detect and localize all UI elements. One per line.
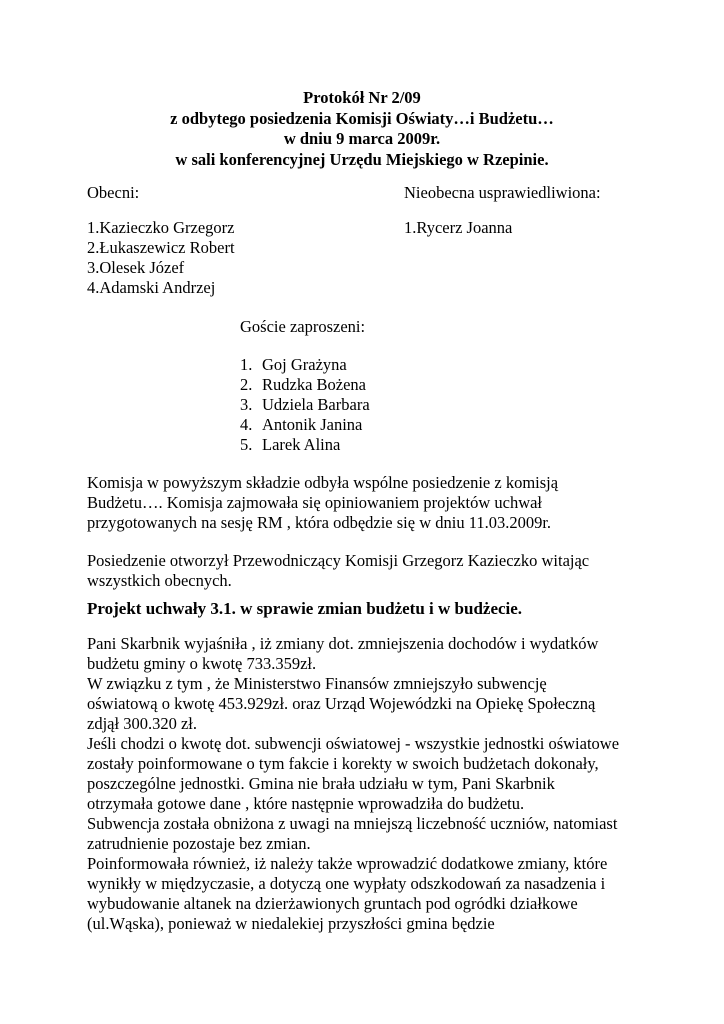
paragraph-meeting-summary: Komisja w powyższym składzie odbyła wspólne posiedzenie z komisją Budżetu…. Komisja zajmowała się opiniowaniem projektów uchwał przygotowanych na sesję RM , która odbędzie się w dniu 11.03.2009r. — [87, 473, 559, 532]
list-item: 2. Rudzka Bożena — [240, 375, 367, 394]
present-label: Obecni: — [87, 183, 140, 202]
title-line: w dniu 9 marca 2009r. — [283, 129, 441, 148]
present-list — [87, 218, 235, 298]
title-line: w sali konferencyjnej Urzędu Miejskiego w Rzepinie. — [175, 149, 549, 169]
list-item: 5. Larek Alina — [240, 435, 341, 454]
absent-list — [404, 218, 512, 238]
paragraph-budget-explanation: Pani Skarbnik wyjaśniła , iż zmiany dot. zmniejszenia dochodów i wydatków budżetu gminy o kwotę 733.359zł. W związku z tym , że Ministerstwo Finansów zmniejszyło subwencję oświatową o kwotę 453.929zł. oraz Urząd Wojewódzki na Opiekę Społeczną zdjął 300.320 zł. Jeśli chodzi o kwotę dot. subwencji oświatowej - wszystkie jednostki oświatowe zostały poinformowane o tym fakcie i korekty w swoich budżetach dokonały, poszczególne jednostki. Gmina nie brała udziału w tym, Pani Skarbnik otrzymała gotowe dane , które następnie wprowadziła do budżetu. Subwencja została obniżona z uwagi na mniejszą liczebność uczniów, natomiast zatrudnienie pozostaje bez zmian. Poinformowała również, iż należy także wprowadzić dodatkowe zmiany, które wynikły w międzyczasie, a dotyczą one wypłaty odszkodowań za nasadzenia i wybudowanie altanek na dzierżawionych gruntach pod ogródki działkowe (ul.Wąska), ponieważ w niedalekiej przyszłości gmina będzie — [87, 634, 620, 933]
absent-label: Nieobecna usprawiedliwiona: — [404, 183, 601, 202]
list-item: 1. Goj Grażyna — [240, 355, 347, 374]
paragraph-opening: Posiedzenie otworzył Przewodniczący Komisji Grzegorz Kazieczko witając wszystkich obecnych. — [87, 551, 590, 590]
list-item: 1.Kazieczko Grzegorz — [87, 218, 235, 237]
section-heading: Projekt uchwały 3.1. w sprawie zmian budżetu i w budżecie. — [87, 599, 523, 618]
list-item: 1.Rycerz Joanna — [404, 218, 513, 237]
list-item: 2.Łukaszewicz Robert — [87, 238, 235, 257]
title-line: Protokół Nr 2/09 — [303, 88, 421, 107]
protocol-title — [0, 88, 724, 170]
list-item: 4. Antonik Janina — [240, 415, 363, 434]
list-item: 3. Udziela Barbara — [240, 395, 370, 414]
guests-list — [240, 355, 370, 455]
list-item: 4.Adamski Andrzej — [87, 278, 216, 297]
title-line: z odbytego posiedzenia Komisji Oświaty…i Budżetu… — [170, 108, 554, 128]
guests-label: Goście zaproszeni: — [240, 317, 366, 336]
list-item: 3.Olesek Józef — [87, 258, 185, 277]
